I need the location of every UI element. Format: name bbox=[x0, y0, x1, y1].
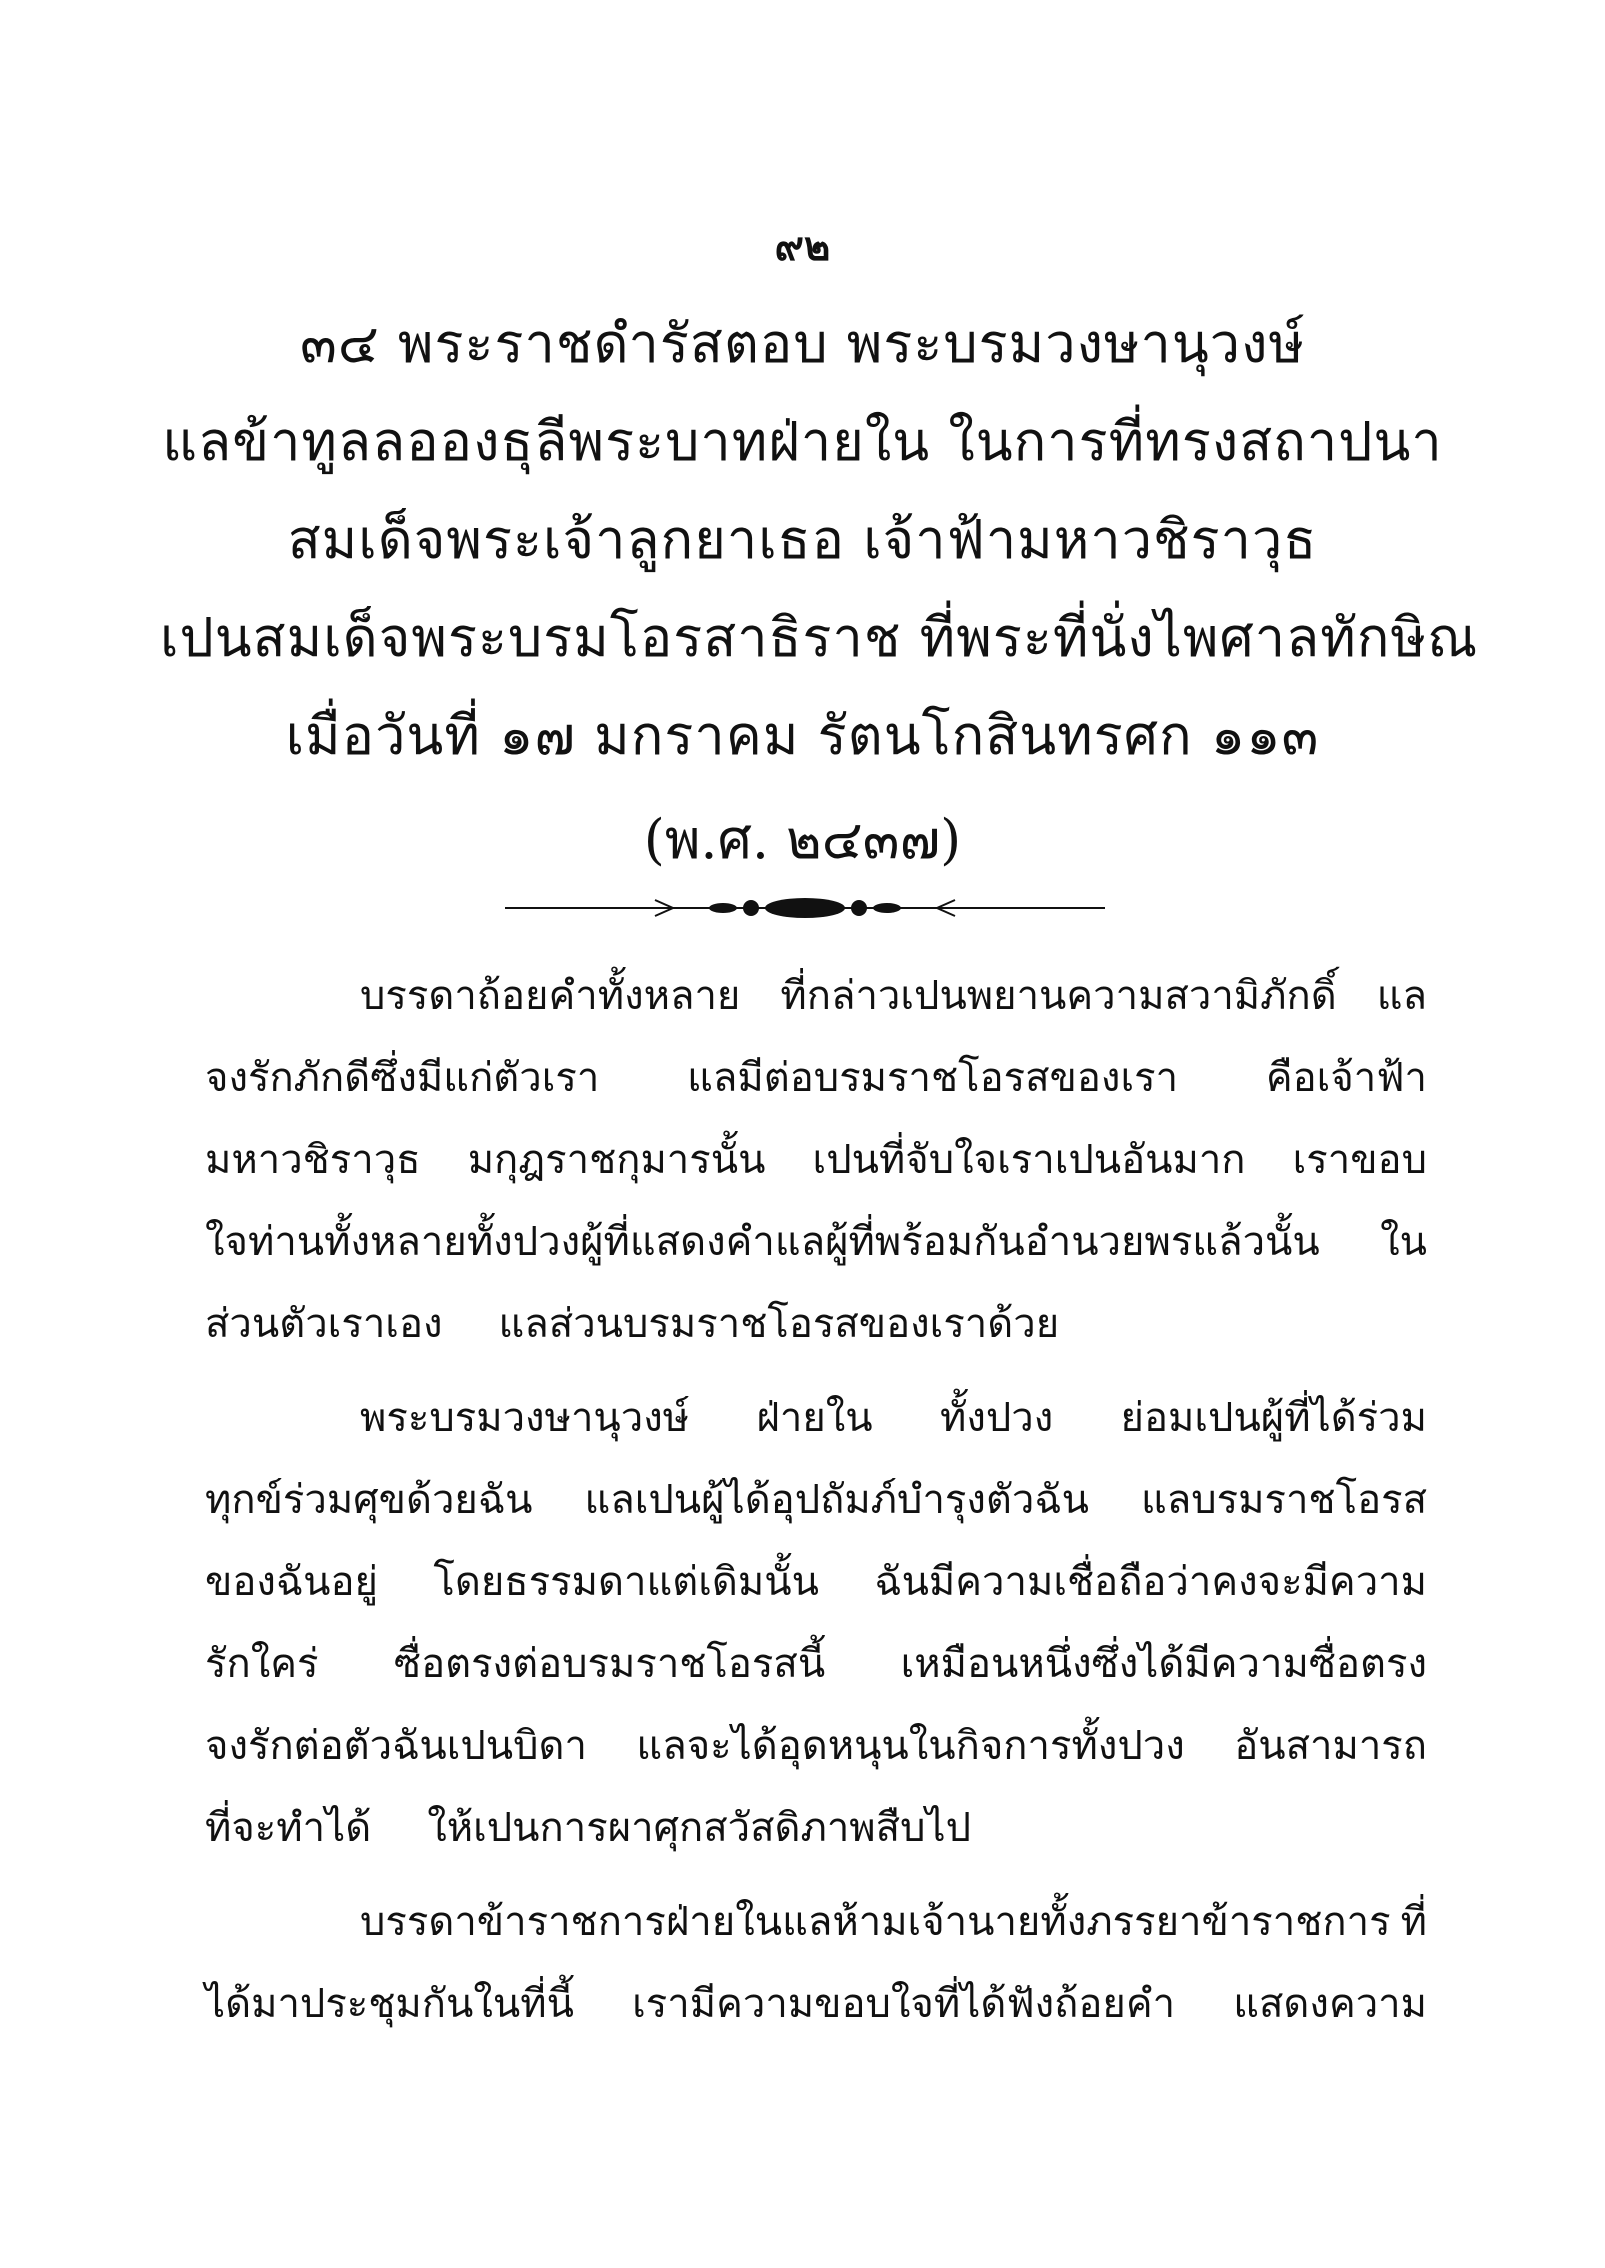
text-segment: ของฉันอยู่ bbox=[205, 1559, 378, 1605]
text-segment: ที่กล่าวเปนพยานความสวามิภักดิ์ bbox=[780, 973, 1337, 1019]
text-line bbox=[205, 1623, 1427, 1705]
text-segment: พระบรมวงษานุวงษ์ bbox=[360, 1395, 690, 1441]
heading-line: ๓๔ พระราชดำรัสตอบ พระบรมวงษานุวงษ์ bbox=[299, 312, 1306, 375]
text-segment: ที่ bbox=[1400, 1899, 1427, 1945]
text-segment: ใน bbox=[1380, 1219, 1427, 1265]
text-segment: จงรักภักดีซึ่งมีแก่ตัวเรา bbox=[205, 1055, 600, 1101]
text-segment: แลบรมราชโอรส bbox=[1140, 1477, 1427, 1523]
text-segment: แลจะได้อุดหนุนในกิจการทั้งปวง bbox=[636, 1723, 1185, 1769]
body-text bbox=[205, 955, 1427, 2045]
text-line bbox=[205, 1201, 1427, 1283]
text-segment: ใจท่านทั้งหลายทั้งปวงผู้ที่แสดงคำแลผู้ที่พร้อมกันอำนวยพรแล้วนั้น bbox=[205, 1219, 1320, 1265]
text-segment: แลส่วนบรมราชโอรสของเราด้วย bbox=[498, 1301, 1060, 1347]
text-line bbox=[205, 1963, 1427, 2045]
text-line bbox=[205, 1119, 1427, 1201]
text-segment: โดยธรรมดาแต่เดิมนั้น bbox=[433, 1559, 819, 1605]
text-segment: บรรดาถ้อยคำทั้งหลาย bbox=[360, 973, 741, 1019]
text-segment: มหาวชิราวุธ bbox=[205, 1137, 421, 1183]
text-segment: มกุฎราชกุมารนั้น bbox=[467, 1137, 766, 1183]
text-segment: แล bbox=[1376, 973, 1427, 1019]
text-segment: ฝ่ายใน bbox=[756, 1395, 873, 1441]
text-segment: จงรักต่อตัวฉันเปนบิดา bbox=[205, 1723, 587, 1769]
text-segment: ย่อมเปนผู้ที่ได้ร่วม bbox=[1120, 1395, 1427, 1441]
text-segment: เราขอบ bbox=[1292, 1137, 1427, 1183]
text-segment: อันสามารถ bbox=[1234, 1723, 1427, 1769]
text-segment: ส่วนตัวเราเอง bbox=[205, 1301, 443, 1347]
text-segment: ได้มาประชุมกันในที่นี้ bbox=[205, 1981, 574, 2027]
text-segment: แลมีต่อบรมราชโอรสของเรา bbox=[687, 1055, 1179, 1101]
text-line bbox=[205, 1459, 1427, 1541]
text-segment: คือเจ้าฟ้า bbox=[1265, 1055, 1427, 1101]
heading-line: แลข้าทูลลอองธุลีพระบาทฝ่ายใน ในการที่ทรงสถาปนา bbox=[162, 410, 1443, 473]
text-segment: ให้เปนการผาศุกสวัสดิภาพสืบไป bbox=[427, 1805, 971, 1851]
text-segment: เรามีความขอบใจที่ได้ฟังถ้อยคำ bbox=[632, 1981, 1176, 2027]
text-segment: ทั้งปวง bbox=[939, 1395, 1054, 1441]
text-segment: เปนที่จับใจเราเปนอันมาก bbox=[812, 1137, 1246, 1183]
text-line bbox=[205, 1705, 1427, 1787]
text-line bbox=[205, 1377, 1427, 1459]
text-segment: แลเปนผู้ได้อุปถัมภ์บำรุงตัวฉัน bbox=[584, 1477, 1089, 1523]
text-line bbox=[205, 1787, 1427, 1869]
text-segment: เหมือนหนึ่งซึ่งได้มีความซื่อตรง bbox=[900, 1641, 1427, 1687]
document-heading bbox=[160, 295, 1479, 785]
heading-line: เปนสมเด็จพระบรมโอรสาธิราช ที่พระที่นั่งไพศาลทักษิณ bbox=[160, 606, 1479, 669]
text-segment: ฉันมีความเชื่อถือว่าคงจะมีความ bbox=[874, 1559, 1427, 1605]
text-segment: ที่จะทำได้ bbox=[205, 1805, 372, 1851]
heading-line: เมื่อวันที่ ๑๗ มกราคม รัตนโกสินทรศก ๑๑๓ bbox=[285, 704, 1320, 767]
text-segment: ซื่อตรงต่อบรมราชโอรสนี้ bbox=[393, 1641, 826, 1687]
text-segment: ทุกข์ร่วมศุขด้วยฉัน bbox=[205, 1477, 533, 1523]
text-line bbox=[205, 1037, 1427, 1119]
text-segment: แสดงความ bbox=[1233, 1981, 1427, 2027]
text-line bbox=[205, 1283, 1427, 1365]
heading-line: สมเด็จพระเจ้าลูกยาเธอ เจ้าฟ้ามหาวชิราวุธ bbox=[287, 508, 1318, 571]
text-segment: รักใคร่ bbox=[205, 1641, 319, 1687]
text-line bbox=[205, 1881, 1427, 1963]
heading-year: (พ.ศ. ๒๔๓๗) bbox=[643, 808, 962, 871]
text-line bbox=[205, 1541, 1427, 1623]
text-segment: บรรดาข้าราชการฝ่ายในแลห้ามเจ้านายทั้งภรรยาข้าราชการ bbox=[360, 1899, 1391, 1945]
ornament-divider bbox=[505, 888, 1105, 928]
page-number: ๙๒ bbox=[774, 223, 831, 270]
text-line bbox=[205, 955, 1427, 1037]
